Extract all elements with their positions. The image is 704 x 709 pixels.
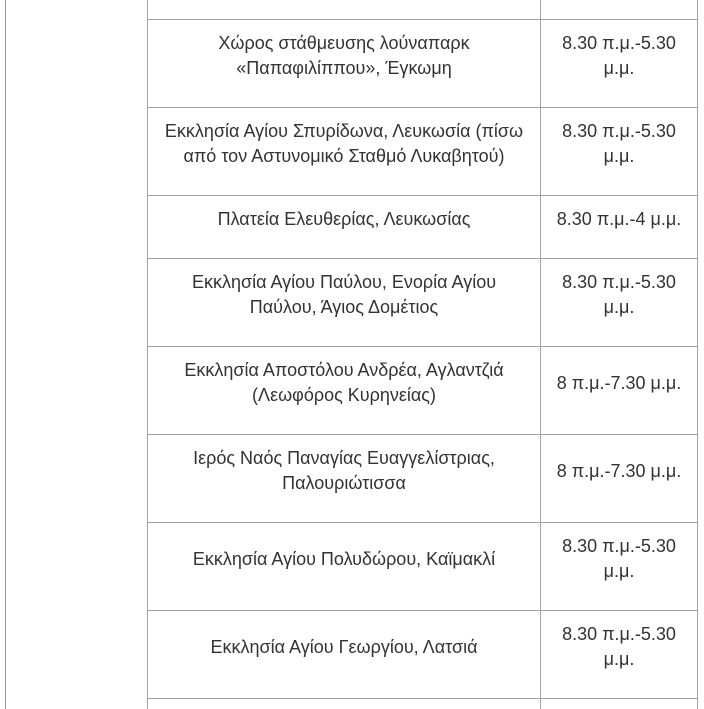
location-cell: Εκκλησία Αγίου Σπυρίδωνα, Λευκωσία (πίσω από τον Αστυνομικό Σταθμό Λυκαβητού) <box>147 108 541 196</box>
location-cell: Εκκλησία Αγίου Παύλου, Ενορία Αγίου Παύλου, Άγιος Δομέτιος <box>147 259 541 347</box>
location-cell: Εκκλησία Αγίου Γεωργίου, Λατσιά <box>147 611 541 699</box>
table-row <box>147 611 698 699</box>
hours-cell: 8.30 π.μ.-5.30 μ.μ. <box>541 20 698 108</box>
location-cell: Εκκλησία Αποστόλου Ανδρέα, Αγλαντζιά (Λεωφόρος Κυρηνείας) <box>147 347 541 435</box>
hours-cell: 8.30 π.μ.-5.30 μ.μ. <box>541 108 698 196</box>
page-left-rule <box>5 0 6 709</box>
hours-cell-empty <box>541 699 698 709</box>
table-row-partial <box>147 699 698 709</box>
hours-cell: 8 π.μ.-7.30 μ.μ. <box>541 347 698 435</box>
table-row-partial <box>147 0 698 20</box>
table-row <box>147 20 698 108</box>
hours-cell-empty <box>541 0 698 20</box>
table-row <box>147 523 698 611</box>
table-row <box>147 108 698 196</box>
table-row <box>147 196 698 259</box>
location-cell: Ιερός Ναός Παναγίας Ευαγγελίστριας, Παλουριώτισσα <box>147 435 541 523</box>
hours-cell: 8.30 π.μ.-5.30 μ.μ. <box>541 523 698 611</box>
table-row <box>147 347 698 435</box>
hours-cell: 8.30 π.μ.-4 μ.μ. <box>541 196 698 259</box>
hours-cell: 8.30 π.μ.-5.30 μ.μ. <box>541 259 698 347</box>
table-row <box>147 259 698 347</box>
location-cell-empty <box>147 0 541 20</box>
location-cell: Πλατεία Ελευθερίας, Λευκωσίας <box>147 196 541 259</box>
location-cell: Χώρος στάθμευσης λούναπαρκ «Παπαφιλίππου», Έγκωμη <box>147 20 541 108</box>
hours-cell: 8.30 π.μ.-5.30 μ.μ. <box>541 611 698 699</box>
schedule-table <box>147 0 698 709</box>
location-cell-empty <box>147 699 541 709</box>
table-row <box>147 435 698 523</box>
location-cell: Εκκλησία Αγίου Πολυδώρου, Καϊμακλί <box>147 523 541 611</box>
hours-cell: 8 π.μ.-7.30 μ.μ. <box>541 435 698 523</box>
